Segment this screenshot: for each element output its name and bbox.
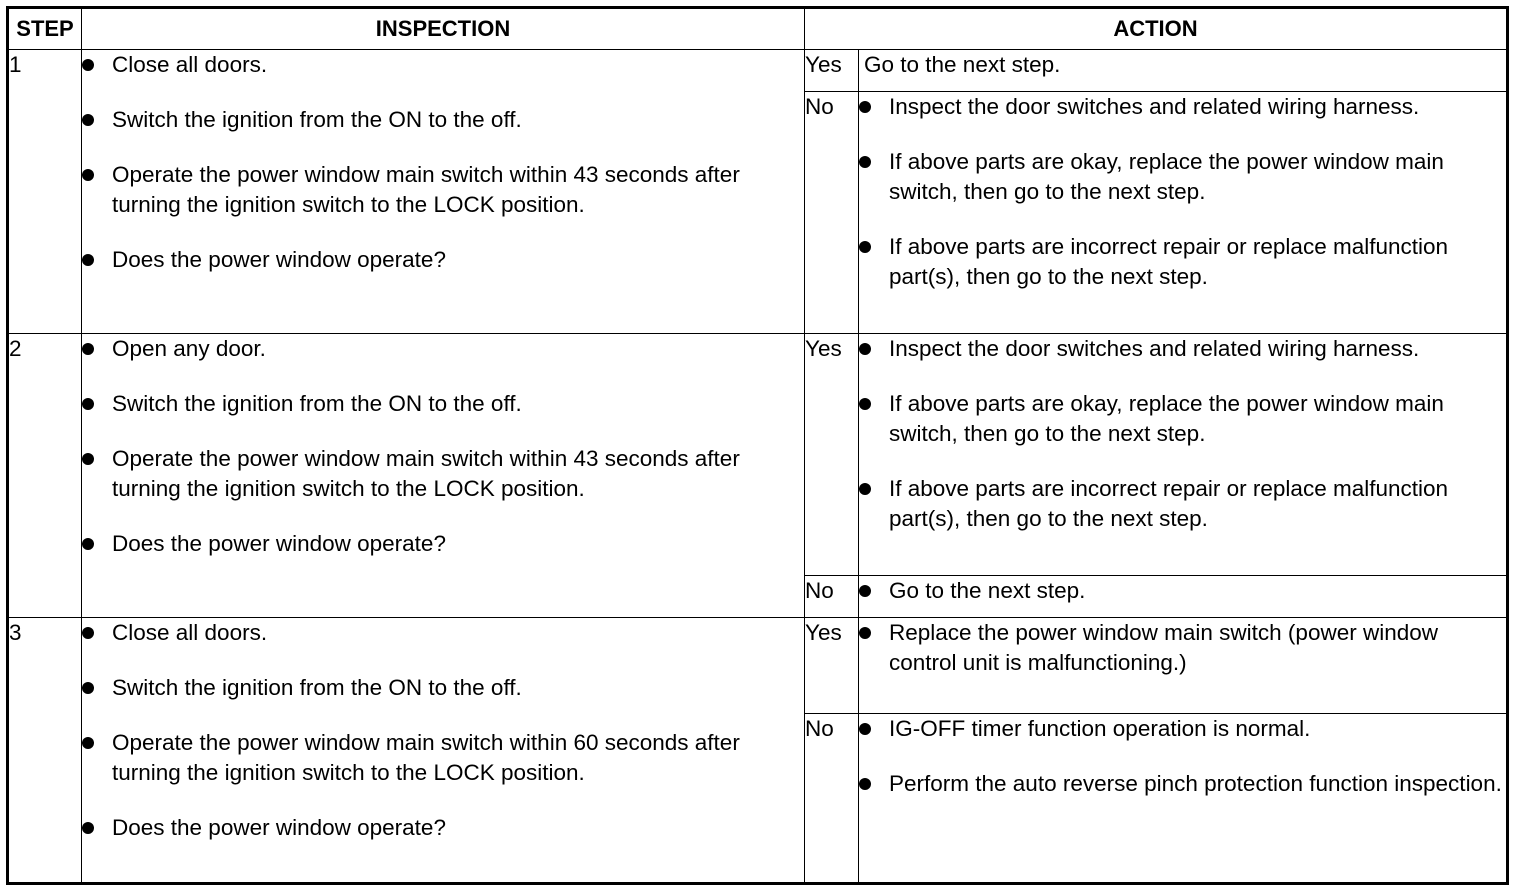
step-header: STEP (8, 8, 82, 50)
yes-action: Go to the next step. (859, 50, 1508, 92)
action-item: Inspect the door switches and related wiring harness. (859, 334, 1506, 364)
bullet-icon (859, 483, 871, 495)
yes-label: Yes (805, 50, 859, 92)
bullet-icon (82, 538, 94, 550)
bullet-icon (859, 585, 871, 597)
action-item: Go to the next step. (859, 576, 1506, 606)
inspection-item: Close all doors. (82, 618, 804, 648)
bullet-icon (859, 778, 871, 790)
no-actions (859, 576, 1508, 618)
step-1-yes-row (8, 50, 1508, 92)
yes-actions (859, 334, 1508, 576)
inspection-header: INSPECTION (82, 8, 805, 50)
bullet-icon (859, 343, 871, 355)
action-header: ACTION (805, 8, 1508, 50)
inspection-item: Switch the ignition from the ON to the off. (82, 673, 804, 703)
inspection-item: Operate the power window main switch within 60 seconds after turning the ignition switch to the LOCK position. (82, 728, 804, 788)
bullet-icon (82, 398, 94, 410)
bullet-icon (82, 682, 94, 694)
action-item: If above parts are incorrect repair or replace malfunction part(s), then go to the next step. (859, 474, 1506, 534)
action-item: Replace the power window main switch (power window control unit is malfunctioning.) (859, 618, 1506, 678)
bullet-icon (859, 101, 871, 113)
inspection-item: Operate the power window main switch within 43 seconds after turning the ignition switch to the LOCK position. (82, 444, 804, 504)
action-item: Inspect the door switches and related wiring harness. (859, 92, 1506, 122)
step-3-yes-row (8, 618, 1508, 714)
action-item: If above parts are okay, replace the power window main switch, then go to the next step. (859, 389, 1506, 449)
bullet-icon (859, 627, 871, 639)
inspection-item: Does the power window operate? (82, 813, 804, 843)
inspection-item: Switch the ignition from the ON to the off. (82, 105, 804, 135)
bullet-icon (82, 737, 94, 749)
bullet-icon (82, 254, 94, 266)
inspection-item: Switch the ignition from the ON to the off. (82, 389, 804, 419)
step-3-inspection (82, 618, 805, 884)
bullet-icon (82, 627, 94, 639)
step-number: 2 (8, 334, 82, 618)
yes-label: Yes (805, 334, 859, 576)
step-number: 3 (8, 618, 82, 884)
inspection-item: Open any door. (82, 334, 804, 364)
bullet-icon (859, 156, 871, 168)
yes-label: Yes (805, 618, 859, 714)
action-item: IG-OFF timer function operation is normal. (859, 714, 1506, 744)
step-number: 1 (8, 50, 82, 334)
no-actions (859, 714, 1508, 884)
no-label: No (805, 576, 859, 618)
no-actions (859, 92, 1508, 334)
step-1-inspection (82, 50, 805, 334)
step-2-yes-row (8, 334, 1508, 576)
inspection-item: Operate the power window main switch within 43 seconds after turning the ignition switch to the LOCK position. (82, 160, 804, 220)
bullet-icon (859, 241, 871, 253)
bullet-icon (859, 398, 871, 410)
bullet-icon (82, 822, 94, 834)
diagnostic-table (6, 6, 1509, 885)
action-item: Perform the auto reverse pinch protection function inspection. (859, 769, 1506, 799)
inspection-item: Does the power window operate? (82, 529, 804, 559)
yes-actions (859, 618, 1508, 714)
header-row (8, 8, 1508, 50)
bullet-icon (82, 453, 94, 465)
step-2-inspection (82, 334, 805, 618)
bullet-icon (82, 169, 94, 181)
bullet-icon (82, 59, 94, 71)
no-label: No (805, 714, 859, 884)
inspection-item: Close all doors. (82, 50, 804, 80)
action-item: If above parts are incorrect repair or replace malfunction part(s), then go to the next step. (859, 232, 1506, 292)
no-label: No (805, 92, 859, 334)
inspection-item: Does the power window operate? (82, 245, 804, 275)
action-item: If above parts are okay, replace the power window main switch, then go to the next step. (859, 147, 1506, 207)
bullet-icon (859, 723, 871, 735)
bullet-icon (82, 343, 94, 355)
diagnostic-page (6, 6, 1506, 884)
bullet-icon (82, 114, 94, 126)
